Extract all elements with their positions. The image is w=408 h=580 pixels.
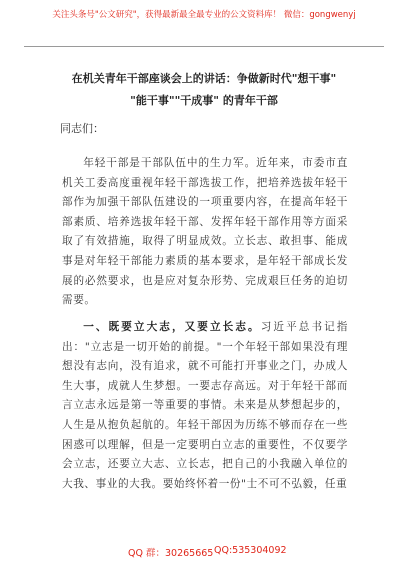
footer-qq: QQ:535304092 [214,545,287,556]
document-title-line-1: 在机关青年干部座谈会上的讲话：争做新时代"想干事" [71,72,337,85]
section-heading-1: 一、既要立大志，又要立长志。 [83,321,261,333]
document-title-line-2: "能干事""干成事" 的青年干部 [130,94,278,107]
section-body-1: 习近平总书记指出："立志是一切开始的前提。"一个年轻干部如果没有理想没有志向，没有追求，就不可能打开事业之门，办成人生大事，成就人生梦想。一要志存高远。对于年轻干部而言立志永远是第一等重要的事情。未来是从梦想起步的，人生是从抱负起航的。年轻干部因为历练不够而存在一些困惑可以理解，但是一定要明白立志的重要性，不仅要学会立志，还要立大志、立长志，把自己的小我融入单位的大我、事业的大我。要始终怀着一份"士不可不弘毅，任重 [62,321,348,490]
paragraph-1: 年轻干部是干部队伍中的生力军。近年来，市委市直机关工委高度重视年轻干部选拔工作，把培养选拔年轻干部作为加强干部队伍建设的一项重要内容，在提高年轻干部素质、培养选拔年轻干部、发挥年轻干部作用等方面采取了有效措施，取得了明显成效。立长志、敢担事、能成事是对年轻干部能力素质的基本要求，是年轻干部成长发展的必然要求，也是应对复杂形势、完成艰巨任务的迫切需要。 [62,157,348,307]
promo-banner: 关注头条号"公文研究"，获得最新最全最专业的公文资料库！ 微信：gongwenyj [52,10,356,20]
header-divider [24,46,384,47]
footer-qq-group: QQ 群：30265665 [128,548,214,559]
paragraph-2 [62,318,348,538]
salutation: 同志们： [60,122,104,135]
